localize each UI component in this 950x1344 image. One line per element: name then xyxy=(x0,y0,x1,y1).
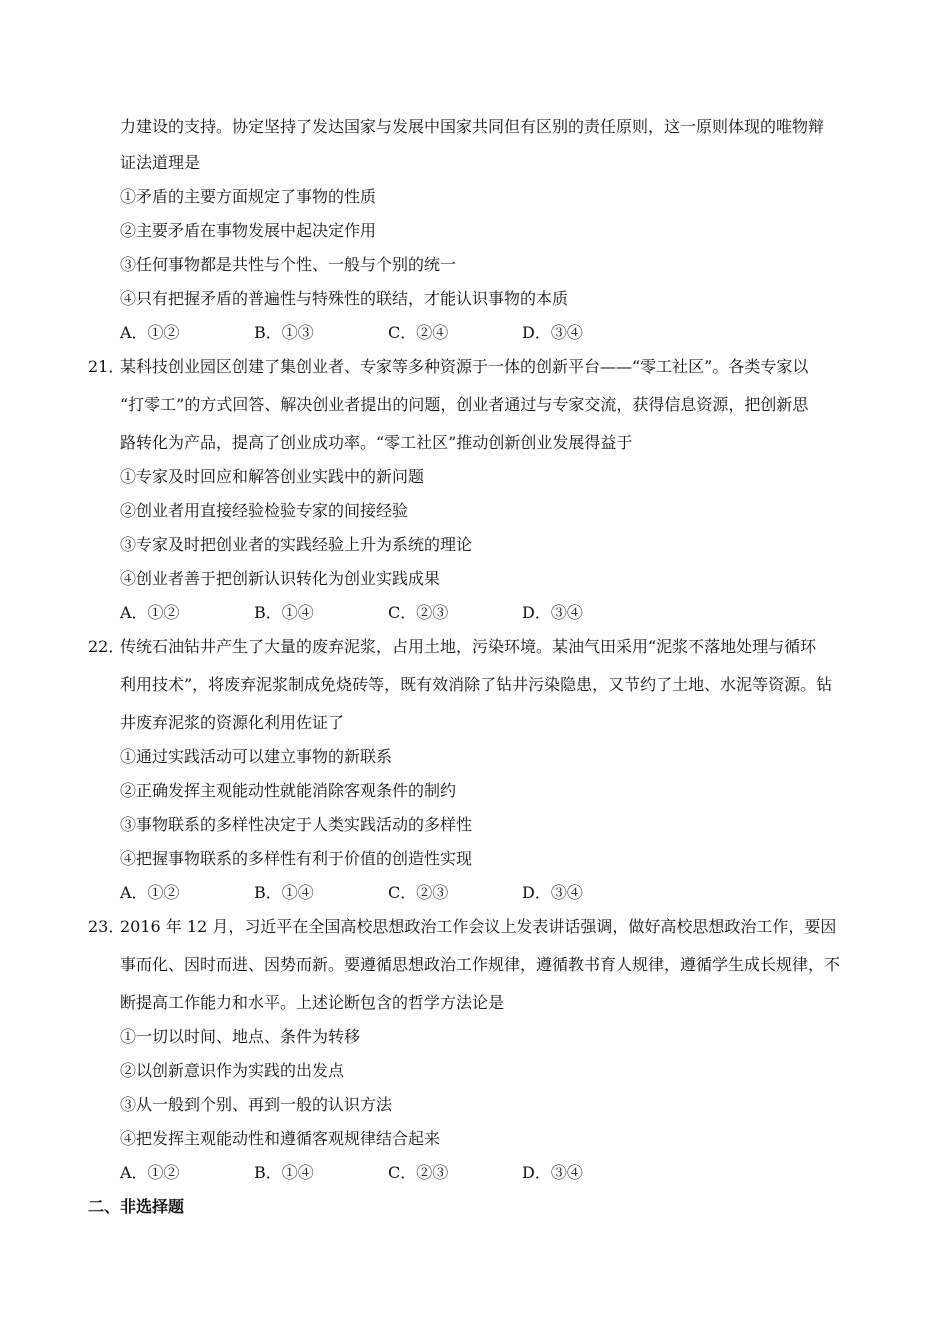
q22-stem-line-2: 利用技术”，将废弃泥浆制成免烧砖等，既有效消除了钻井污染隐患，又节约了土地、水泥等资源。钻 xyxy=(120,675,833,694)
q20-item-1: ①矛盾的主要方面规定了事物的性质 xyxy=(120,187,377,206)
q22-choice-b: B．①④ xyxy=(254,883,314,902)
q23-stem-line-1: 2016 年 12 月，习近平在全国高校思想政治工作会议上发表讲话强调，做好高校思想政治工作，要因 xyxy=(120,917,837,936)
q23-item-1: ①一切以时间、地点、条件为转移 xyxy=(120,1027,361,1046)
q22-choice-d: D．③④ xyxy=(522,883,583,902)
q21-item-1: ①专家及时回应和解答创业实践中的新问题 xyxy=(120,467,425,486)
q23-choice-a: A．①② xyxy=(120,1163,180,1182)
q23-stem-line-3: 断提高工作能力和水平。上述论断包含的哲学方法论是 xyxy=(120,993,505,1012)
q21-item-4: ④创业者善于把创新认识转化为创业实践成果 xyxy=(120,569,441,588)
q20-choice-d: D．③④ xyxy=(522,323,583,342)
q23-item-2: ②以创新意识作为实践的出发点 xyxy=(120,1061,345,1080)
q20-item-3: ③任何事物都是共性与个性、一般与个别的统一 xyxy=(120,255,457,274)
q20-choice-a: A．①② xyxy=(120,323,180,342)
q21-number: 21． xyxy=(88,357,125,376)
q21-choice-d: D．③④ xyxy=(522,603,583,622)
q21-stem-line-3: 路转化为产品，提高了创业成功率。“零工社区”推动创新创业发展得益于 xyxy=(120,433,633,452)
q20-item-2: ②主要矛盾在事物发展中起决定作用 xyxy=(120,221,377,240)
q21-choice-b: B．①④ xyxy=(254,603,314,622)
q22-choice-c: C．②③ xyxy=(388,883,449,902)
q23-choice-c: C．②③ xyxy=(388,1163,449,1182)
q21-item-2: ②创业者用直接经验检验专家的间接经验 xyxy=(120,501,409,520)
q20-stem-line-2: 证法道理是 xyxy=(120,153,201,172)
q22-stem-line-3: 井废弃泥浆的资源化利用佐证了 xyxy=(120,713,345,732)
q20-stem-line-1: 力建设的支持。协定坚持了发达国家与发展中国家共同但有区别的责任原则，这一原则体现的唯物辩 xyxy=(120,117,825,136)
q21-stem-line-2: “打零工”的方式回答、解决创业者提出的问题，创业者通过与专家交流，获得信息资源，把创新思 xyxy=(120,395,809,414)
q21-choice-a: A．①② xyxy=(120,603,180,622)
q23-choice-b: B．①④ xyxy=(254,1163,314,1182)
q21-choice-c: C．②③ xyxy=(388,603,449,622)
q20-choice-b: B．①③ xyxy=(254,323,314,342)
q22-stem-line-1: 传统石油钻井产生了大量的废弃泥浆，占用土地，污染环境。某油气田采用“泥浆不落地处理与循环 xyxy=(120,637,817,656)
q22-number: 22． xyxy=(88,637,125,656)
q21-item-3: ③专家及时把创业者的实践经验上升为系统的理论 xyxy=(120,535,473,554)
q20-item-4: ④只有把握矛盾的普遍性与特殊性的联结，才能认识事物的本质 xyxy=(120,289,569,308)
section-heading: 二、非选择题 xyxy=(88,1197,185,1216)
q22-item-4: ④把握事物联系的多样性有利于价值的创造性实现 xyxy=(120,849,473,868)
q22-choice-a: A．①② xyxy=(120,883,180,902)
q23-number: 23． xyxy=(88,917,125,936)
q22-item-2: ②正确发挥主观能动性就能消除客观条件的制约 xyxy=(120,781,457,800)
q23-item-3: ③从一般到个别、再到一般的认识方法 xyxy=(120,1095,393,1114)
q23-stem-line-2: 事而化、因时而进、因势而新。要遵循思想政治工作规律，遵循教书育人规律，遵循学生成长规律，不 xyxy=(120,955,841,974)
q22-item-1: ①通过实践活动可以建立事物的新联系 xyxy=(120,747,393,766)
q20-choice-c: C．②④ xyxy=(388,323,449,342)
q22-item-3: ③事物联系的多样性决定于人类实践活动的多样性 xyxy=(120,815,473,834)
q21-stem-line-1: 某科技创业园区创建了集创业者、专家等多种资源于一体的创新平台——“零工社区”。各类专家以 xyxy=(120,357,809,376)
q23-item-4: ④把发挥主观能动性和遵循客观规律结合起来 xyxy=(120,1129,441,1148)
q23-choice-d: D．③④ xyxy=(522,1163,583,1182)
